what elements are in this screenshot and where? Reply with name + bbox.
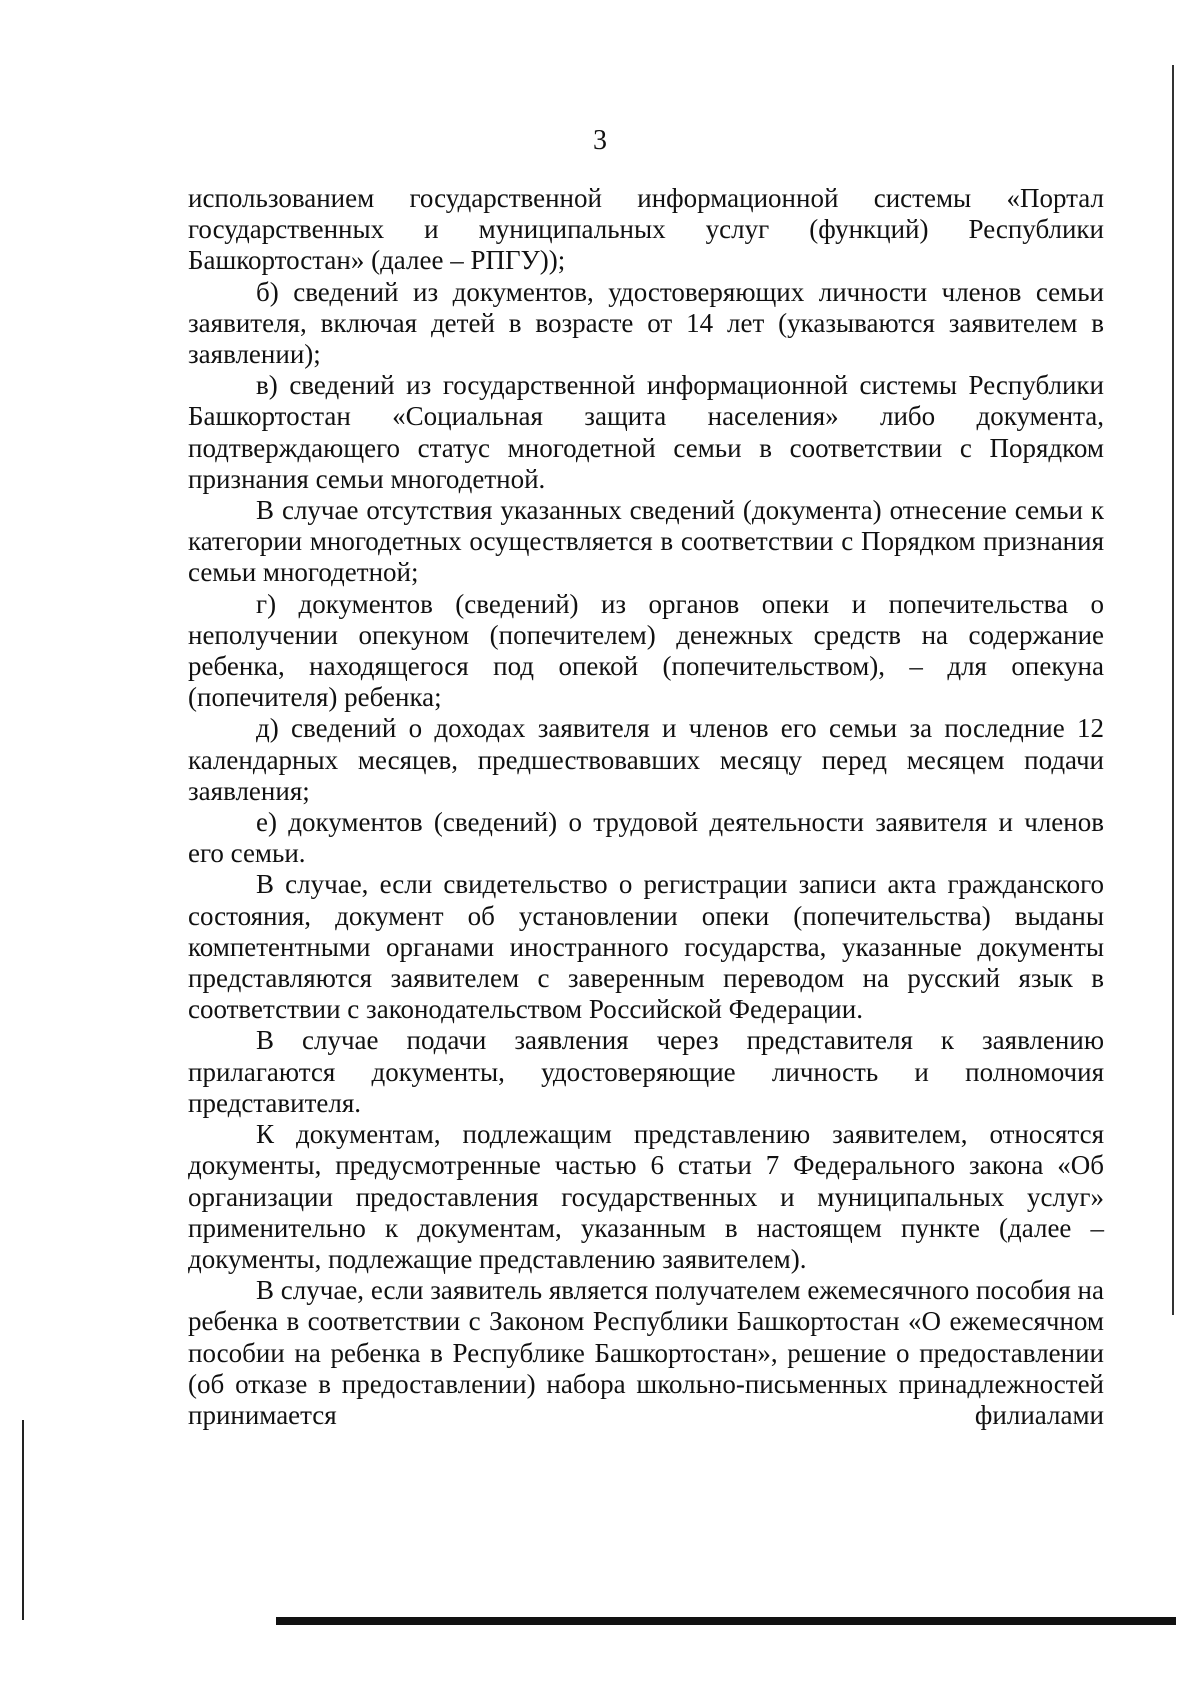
left-margin-line [22,1420,24,1620]
paragraph-item-b: б) сведений из документов, удостоверяющих личности членов семьи заявителя, включая детей в возрасте от 14 лет (указываются заявителем в заявлении); [188,276,1104,370]
paragraph-absence-case: В случае отсутствия указанных сведений (документа) отнесение семьи к категории многодетных осуществляется в соответствии с Порядком признания семьи многодетной; [188,495,1104,588]
body-text [188,183,1104,1431]
bottom-scan-bar [276,1617,1176,1625]
paragraph-continuation: использованием государственной информационной системы «Портал государственных и муниципальных услуг (функций) Республики Башкортостан» (далее – РПГУ)); [188,183,1104,276]
right-margin-line [1172,65,1174,1315]
paragraph-item-d: д) сведений о доходах заявителя и членов его семьи за последние 12 календарных месяцев, предшествовавших месяцу перед месяцем подачи заявления; [188,713,1104,806]
paragraph-item-g: г) документов (сведений) из органов опеки и попечительства о неполучении опекуном (попечителем) денежных средств на содержание ребенка, находящегося под опекой (попечительством), – для опекуна (попечителя) ребенка; [188,588,1104,713]
paragraph-applicant-documents: К документам, подлежащим представлению заявителем, относятся документы, предусмотренные частью 6 статьи 7 Федерального закона «Об организации предоставления государственных и муниципальных услуг» применительно к документам, указанным в настоящем пункте (далее – документы, подлежащие представлению заявителем). [188,1119,1104,1274]
paragraph-representative: В случае подачи заявления через представителя к заявлению прилагаются документы, удостоверяющие личность и полномочия представителя. [188,1025,1104,1118]
paragraph-foreign-documents: В случае, если свидетельство о регистрации записи акта гражданского состояния, документ об установлении опеки (попечительства) выданы компетентными органами иностранного государства, указанные документы представляются заявителем с заверенным переводом на русский язык в соответствии с законодательством Российской Федерации. [188,869,1104,1025]
page-number: 3 [593,125,607,156]
paragraph-monthly-allowance: В случае, если заявитель является получателем ежемесячного пособия на ребенка в соответствии с Законом Республики Башкортостан «О ежемесячном пособии на ребенка в Республике Башкортостан», решение о предоставлении (об отказе в предоставлении) набора школьно-письменных принадлежностей принимается филиалами [188,1275,1104,1430]
paragraph-item-v: в) сведений из государственной информационной системы Республики Башкортостан «Социальная защита населения» либо документа, подтверждающего статус многодетной семьи в соответствии с Порядком признания семьи многодетной. [188,370,1104,494]
paragraph-item-e: е) документов (сведений) о трудовой деятельности заявителя и членов его семьи. [188,807,1104,869]
